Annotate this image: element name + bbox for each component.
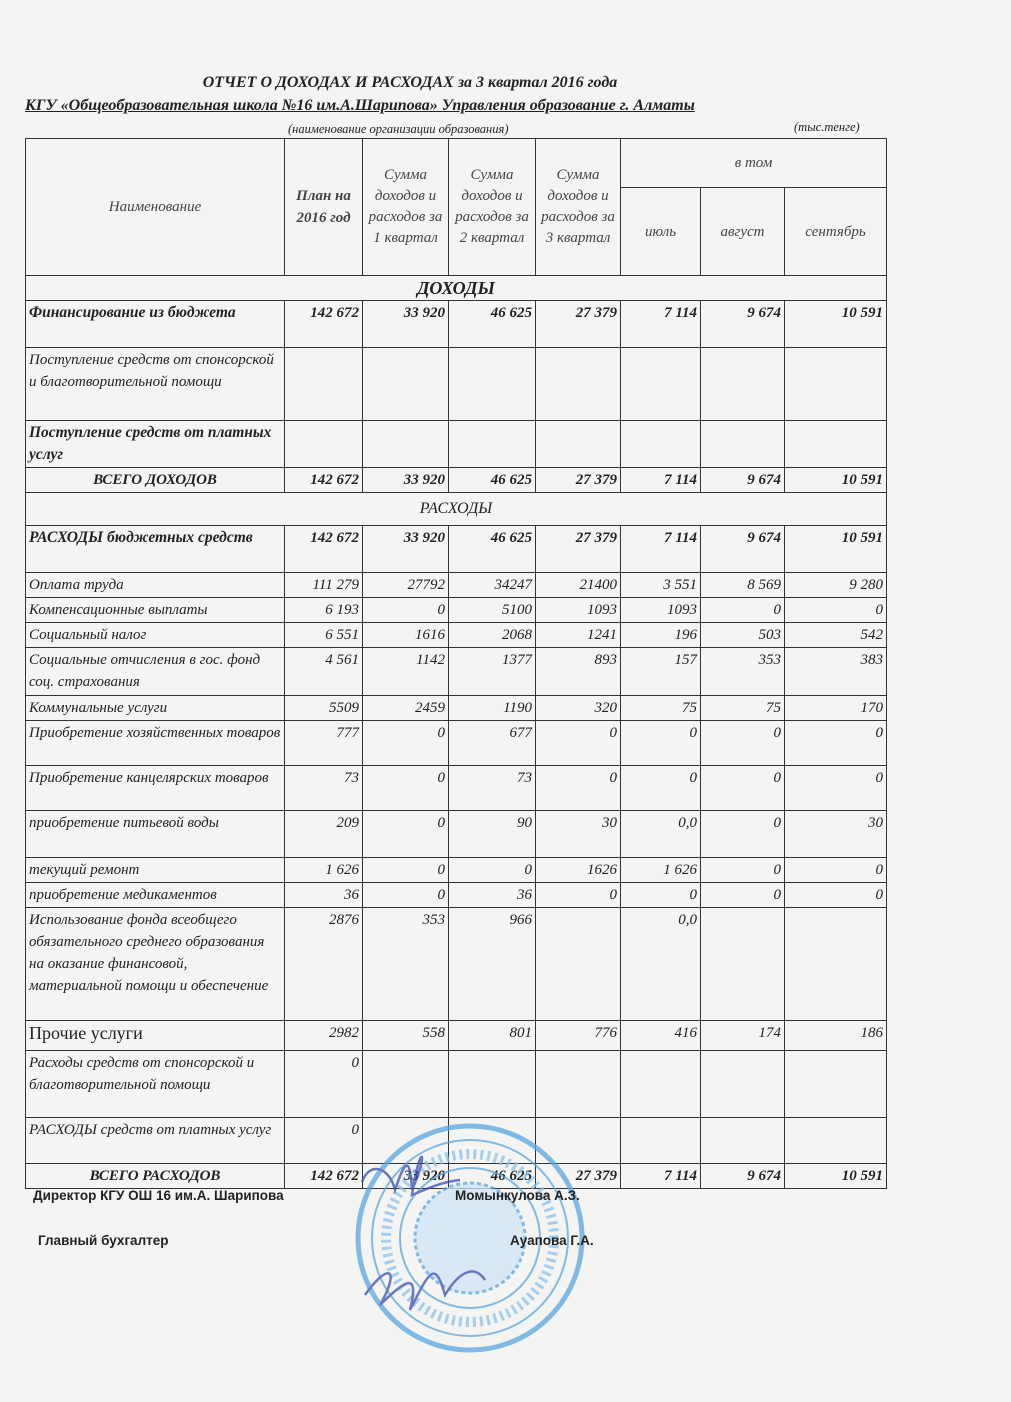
cell-value: 0 [536,721,621,766]
cell-value [363,421,449,468]
cell-value: 157 [621,648,701,696]
header-july: июль [621,188,701,276]
cell-value [785,908,887,1021]
accountant-name: Ауапова Г.А. [510,1233,594,1248]
section-row [26,276,887,301]
cell-value [536,421,621,468]
cell-value: 0 [785,766,887,811]
cell-value: 6 193 [285,598,363,623]
header-august: август [701,188,785,276]
cell-value: 10 591 [785,526,887,573]
cell-value [285,348,363,421]
director-title: Директор КГУ ОШ 16 им.А. Шарипова [33,1188,284,1203]
cell-value [536,1051,621,1118]
table-body [26,276,887,1189]
cell-value: 33 920 [363,526,449,573]
cell-value: 383 [785,648,887,696]
row-label: приобретение питьевой воды [26,811,285,858]
table-row [26,421,887,468]
cell-value: 0 [285,1051,363,1118]
row-label: Социальный налог [26,623,285,648]
cell-value: 33 920 [363,468,449,493]
cell-value [701,421,785,468]
cell-value: 7 114 [621,301,701,348]
cell-value [785,1118,887,1164]
cell-value: 73 [285,766,363,811]
cell-value: 776 [536,1021,621,1051]
table-row [26,858,887,883]
cell-value: 10 591 [785,1164,887,1189]
cell-value: 0 [363,598,449,623]
cell-value [449,348,536,421]
header-q1: Сумма доходов и расходов за 1 квартал [363,139,449,276]
cell-value: 0 [785,858,887,883]
cell-value [621,348,701,421]
cell-value: 893 [536,648,621,696]
table-row [26,696,887,721]
cell-value: 142 672 [285,526,363,573]
cell-value: 174 [701,1021,785,1051]
table-row [26,301,887,348]
cell-value: 0 [621,766,701,811]
cell-value: 0 [701,811,785,858]
row-label: РАСХОДЫ средств от платных услуг [26,1118,285,1164]
cell-value: 9 674 [701,468,785,493]
cell-value: 142 672 [285,468,363,493]
cell-value [363,1051,449,1118]
table-row [26,348,887,421]
row-label: Социальные отчисления в гос. фонд соц. страхования [26,648,285,696]
row-label: текущий ремонт [26,858,285,883]
cell-value [785,1051,887,1118]
cell-value: 0 [449,858,536,883]
cell-value: 966 [449,908,536,1021]
cell-value: 1093 [621,598,701,623]
units-label: (тыс.тенге) [794,120,860,134]
row-label: Финансирование из бюджета [26,301,285,348]
cell-value: 7 114 [621,468,701,493]
cell-value: 9 674 [701,301,785,348]
cell-value: 10 591 [785,301,887,348]
cell-value: 0 [621,883,701,908]
cell-value: 196 [621,623,701,648]
cell-value: 353 [363,908,449,1021]
cell-value: 75 [701,696,785,721]
cell-value: 0 [536,883,621,908]
cell-value [449,1051,536,1118]
cell-value: 5100 [449,598,536,623]
row-label: Оплата труда [26,573,285,598]
header-name: Наименование [26,139,285,276]
cell-value: 36 [285,883,363,908]
cell-value: 36 [449,883,536,908]
cell-value: 170 [785,696,887,721]
cell-value: 21400 [536,573,621,598]
cell-value: 27 379 [536,526,621,573]
cell-value: 90 [449,811,536,858]
cell-value: 33 920 [363,301,449,348]
cell-value: 0 [785,883,887,908]
cell-value: 0 [363,766,449,811]
cell-value: 27 379 [536,1164,621,1189]
header-q3: Сумма доходов и расходов за 3 квартал [536,139,621,276]
organization-note: (наименование организации образования) [288,122,509,136]
cell-value: 34247 [449,573,536,598]
table-row [26,766,887,811]
cell-value [701,908,785,1021]
cell-value: 0 [701,766,785,811]
table-row [26,1021,887,1051]
cell-value: 558 [363,1021,449,1051]
cell-value: 0 [363,811,449,858]
row-label: Приобретение хозяйственных товаров [26,721,285,766]
header-including: в том [621,139,887,188]
cell-value: 46 625 [449,526,536,573]
cell-value: 677 [449,721,536,766]
section-row [26,493,887,526]
cell-value [701,1118,785,1164]
organization-name: КГУ «Общеобразовательная школа №16 им.А.Шарипова» Управления образование г. Алматы [25,97,695,114]
row-label: РАСХОДЫ бюджетных средств [26,526,285,573]
cell-value: 27 379 [536,301,621,348]
cell-value: 30 [785,811,887,858]
cell-value [621,421,701,468]
cell-value: 1142 [363,648,449,696]
cell-value: 142 672 [285,301,363,348]
header-plan: План на 2016 год [285,139,363,276]
table-row [26,526,887,573]
cell-value: 542 [785,623,887,648]
cell-value: 801 [449,1021,536,1051]
cell-value: 0 [363,883,449,908]
cell-value: 46 625 [449,468,536,493]
accountant-title: Главный бухгалтер [38,1233,169,1248]
row-label: Прочие услуги [26,1021,285,1051]
table-row [26,573,887,598]
cell-value [701,348,785,421]
cell-value: 142 672 [285,1164,363,1189]
cell-value: 9 674 [701,526,785,573]
cell-value [363,348,449,421]
cell-value: 30 [536,811,621,858]
table-row [26,908,887,1021]
cell-value [785,421,887,468]
cell-value [449,421,536,468]
cell-value: 0 [701,883,785,908]
cell-value: 0 [785,721,887,766]
cell-value: 2876 [285,908,363,1021]
cell-value: 4 561 [285,648,363,696]
cell-value: 416 [621,1021,701,1051]
table-row [26,598,887,623]
cell-value: 186 [785,1021,887,1051]
director-name: Момынкулова А.З. [455,1188,580,1203]
cell-value [621,1051,701,1118]
cell-value: 1 626 [621,858,701,883]
cell-value: 0 [363,858,449,883]
cell-value: 0 [363,721,449,766]
report-title: ОТЧЕТ О ДОХОДАХ И РАСХОДАХ за 3 квартал 2016 года [202,74,618,91]
cell-value: 7 114 [621,526,701,573]
cell-value: 1 626 [285,858,363,883]
row-label: Компенсационные выплаты [26,598,285,623]
cell-value: 1377 [449,648,536,696]
table-row [26,623,887,648]
row-label: Использование фонда всеобщего обязательного среднего образования на оказание финансовой, материальной помощи и обеспечение [26,908,285,1021]
cell-value: 2459 [363,696,449,721]
cell-value: 3 551 [621,573,701,598]
cell-value: 33 920 [363,1164,449,1189]
row-label: Коммунальные услуги [26,696,285,721]
row-label: Расходы средств от спонсорской и благотворительной помощи [26,1051,285,1118]
row-label: ВСЕГО ДОХОДОВ [26,468,285,493]
cell-value: 320 [536,696,621,721]
cell-value: 209 [285,811,363,858]
row-label: Поступление средств от спонсорской и благотворительной помощи [26,348,285,421]
cell-value [285,421,363,468]
cell-value: 7 114 [621,1164,701,1189]
table-row [26,1051,887,1118]
cell-value: 1241 [536,623,621,648]
cell-value: 46 625 [449,301,536,348]
cell-value: 0,0 [621,811,701,858]
cell-value: 27792 [363,573,449,598]
table-row [26,648,887,696]
cell-value: 5509 [285,696,363,721]
cell-value: 777 [285,721,363,766]
cell-value: 75 [621,696,701,721]
cell-value: 1616 [363,623,449,648]
cell-value: 0 [701,858,785,883]
cell-value: 0 [536,766,621,811]
report-table [25,138,887,1189]
cell-value: 46 625 [449,1164,536,1189]
cell-value: 9 280 [785,573,887,598]
cell-value: 8 569 [701,573,785,598]
cell-value: 2068 [449,623,536,648]
cell-value: 1093 [536,598,621,623]
cell-value [536,908,621,1021]
cell-value: 0 [621,721,701,766]
cell-value: 111 279 [285,573,363,598]
section-title: РАСХОДЫ [26,493,887,526]
cell-value: 0 [285,1118,363,1164]
cell-value: 2982 [285,1021,363,1051]
row-label: Приобретение канцелярских товаров [26,766,285,811]
cell-value [621,1118,701,1164]
table-row [26,883,887,908]
cell-value: 0,0 [621,908,701,1021]
header-q2: Сумма доходов и расходов за 2 квартал [449,139,536,276]
cell-value: 353 [701,648,785,696]
cell-value: 6 551 [285,623,363,648]
cell-value [785,348,887,421]
table-row [26,468,887,493]
section-title: ДОХОДЫ [26,276,887,301]
cell-value: 10 591 [785,468,887,493]
cell-value: 1626 [536,858,621,883]
table-row [26,811,887,858]
cell-value: 0 [701,598,785,623]
cell-value: 1190 [449,696,536,721]
row-label: приобретение медикаментов [26,883,285,908]
cell-value: 27 379 [536,468,621,493]
table-row [26,721,887,766]
cell-value: 503 [701,623,785,648]
cell-value: 0 [701,721,785,766]
row-label: Поступление средств от платных услуг [26,421,285,468]
row-label: ВСЕГО РАСХОДОВ [26,1164,285,1189]
cell-value [701,1051,785,1118]
cell-value [536,348,621,421]
cell-value: 9 674 [701,1164,785,1189]
cell-value: 0 [785,598,887,623]
header-september: сентябрь [785,188,887,276]
cell-value: 73 [449,766,536,811]
